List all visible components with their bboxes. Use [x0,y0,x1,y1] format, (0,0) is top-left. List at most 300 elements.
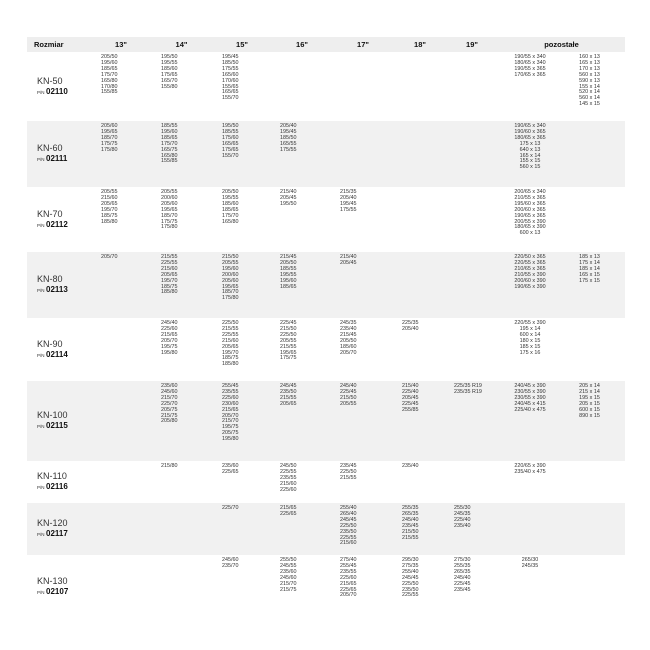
tire-size: 195/60 x 365 [514,200,546,207]
sizes-15 [212,252,272,318]
sizes-16 [272,503,332,555]
tire-size: 175/55 [340,206,357,213]
tire-size: 185/65 [222,206,239,213]
part-number-label: P/N [37,157,45,162]
tire-size: 180/65 x 390 [514,224,546,231]
tire-size: 210/55 x 390 [514,271,546,278]
part-number-label: P/N [37,288,45,293]
tire-size: 185/55 [222,128,239,135]
tire-size: 155 x 14 [579,83,600,90]
tire-size: 245/60 [222,557,239,563]
sizes-16 [272,252,332,318]
model-cell [27,555,91,619]
tire-size: 225/45 [454,580,471,587]
sizes-17 [332,461,394,503]
tire-size: 245/35 [454,510,471,517]
table-row [27,52,625,121]
tire-size: 245/45 [340,516,357,523]
model-cell [27,52,91,121]
tire-size: 235/50 [280,388,297,395]
sizes-16 [272,381,332,461]
sizes-13 [91,121,151,187]
tire-size: 205/65 [280,400,297,407]
part-number [37,529,91,540]
table-row [27,503,625,555]
part-number-label: P/N [37,532,45,537]
tire-size: 230/55 x 390 [514,388,546,395]
sizes-14 [151,555,212,619]
tire-size: 205/70 [101,254,118,260]
part-number-label: P/N [37,89,45,95]
sizes-14 [151,461,212,503]
tire-size: 235/45 [454,586,471,593]
tire-size: 205/65 [101,200,118,207]
tire-size: 255/30 [454,505,471,511]
sizes-19 [446,461,498,503]
tire-size: 205/60 [161,200,178,207]
tire-size: 225/65 [280,510,297,517]
tire-size: 225/40 [454,516,471,523]
part-number [37,350,91,361]
tire-size: 215/60 [222,337,239,344]
sizes-other-extra [562,503,625,555]
tire-size: 225/60 [280,486,297,493]
tire-size: 600 x 13 [519,230,541,237]
header-16: 16" [296,40,308,49]
header-19: 19" [466,40,478,49]
header-17: 17" [357,40,369,49]
model-name: KN-60 [37,143,63,153]
sizes-14 [151,187,212,252]
sizes-16 [272,555,332,619]
tire-chain-size-table [27,37,625,619]
tire-size: 195/55 [280,271,297,278]
part-number-value: 02107 [46,587,69,596]
tire-size: 200/60 x 365 [514,206,546,213]
tire-size: 205/50 [340,337,357,344]
tire-size: 225/60 [222,394,239,401]
model-cell [27,503,91,555]
part-number-label: P/N [37,424,45,429]
tire-size: 205/55 [280,337,297,344]
tire-size: 245/35 [521,562,539,569]
tire-size: 205/45 [280,194,297,201]
sizes-18 [394,318,446,381]
model-cell [27,318,91,381]
tire-size: 225/40 [402,388,419,395]
tire-size: 205/70 [340,592,357,599]
tire-size: 215/65 [280,505,297,511]
part-number-label: P/N [37,352,45,358]
sizes-17 [332,555,394,619]
sizes-16 [272,461,332,503]
tire-size: 185/65 [101,65,118,72]
tire-size: 205/55 [161,189,178,195]
tire-size: 225/50 [402,580,419,587]
tire-size: 235/55 [222,388,239,395]
tire-size: 185/75 [101,212,118,219]
tire-size: 560 x 13 [579,71,600,78]
tire-size: 165 x 15 [579,271,600,278]
tire-size: 205/65 [222,343,239,350]
tire-size: 185/60 [340,343,357,350]
table-row [27,187,625,252]
sizes-19 [446,503,498,555]
model-name: KN-70 [37,208,63,219]
tire-size: 520 x 14 [579,89,600,96]
sizes-17 [332,318,394,381]
tire-size: 185/75 [222,355,239,362]
tire-size: 175/75 [161,218,178,225]
tire-size: 195/50 [280,200,297,207]
sizes-15 [212,555,272,619]
tire-size: 225/45 [280,320,297,326]
tire-size: 230/60 [222,400,239,407]
tire-size: 245/50 [280,463,297,469]
tire-size: 185/75 [161,283,178,290]
tire-size: 275/40 [340,557,357,563]
tire-size: 200/60 [161,194,178,201]
sizes-18 [394,503,446,555]
sizes-18 [394,187,446,252]
tire-size: 190/55 x 365 [514,65,546,72]
tire-size: 255/40 [340,505,357,511]
tire-size: 220/65 x 390 [514,463,546,469]
tire-size: 195/65 [280,349,297,356]
tire-size: 185/50 [222,59,239,66]
tire-size: 195/75 [161,343,178,350]
tire-size: 225/35 R19 [454,383,482,389]
tire-size: 175 x 15 [579,277,600,284]
tire-size: 165/80 [101,77,118,84]
tire-size: 165 x 14 [519,152,541,159]
sizes-15 [212,52,272,121]
tire-size: 175 x 16 [519,349,541,356]
sizes-15 [212,121,272,187]
sizes-16 [272,121,332,187]
sizes-13 [91,555,151,619]
tire-size: 245/35 [340,320,357,326]
tire-size: 195/70 [222,349,239,356]
tire-size: 235/40 [402,463,419,469]
tire-size: 215/40 [402,383,419,389]
part-number-value: 02116 [46,482,68,491]
tire-size: 640 x 13 [519,146,541,153]
tire-size: 235/45 [340,463,357,469]
tire-size: 175/80 [161,224,178,231]
tire-size: 235/40 [454,522,471,529]
tire-size: 225/65 [222,468,239,475]
tire-size: 245/45 [280,383,297,389]
tire-size: 225/45 [340,388,357,395]
sizes-other [498,52,562,121]
tire-size: 155/70 [222,95,239,102]
tire-size: 235/35 R19 [454,388,482,395]
tire-size: 225/60 [161,325,178,332]
part-number-label: P/N [37,590,45,595]
sizes-14 [151,318,212,381]
header-13: 13" [115,40,127,49]
tire-size: 255/45 [340,562,357,569]
tire-size: 265/35 [454,568,471,575]
sizes-17 [332,121,394,187]
header-row [27,37,625,52]
tire-size: 185/65 [280,283,297,290]
tire-size: 185/70 [101,134,118,141]
tire-size: 245/40 [340,383,357,389]
tire-size: 205/45 [402,394,419,401]
tire-size: 255/50 [280,557,297,563]
tire-size: 155/85 [161,158,178,165]
part-number [37,154,91,165]
table-body [27,52,625,619]
sizes-15 [212,381,272,461]
tire-size: 185/60 [222,200,239,207]
sizes-other-extra [562,52,625,121]
sizes-19 [446,318,498,381]
tire-size: 165/55 [280,140,297,147]
tire-size: 205/50 [222,189,239,195]
tire-size: 195/75 [222,424,239,431]
tire-size: 195/55 [222,194,239,201]
table-row [27,461,625,503]
tire-size: 225/50 [340,468,357,475]
sizes-17 [332,503,394,555]
tire-size: 165/70 [161,77,178,84]
tire-size: 185 x 13 [579,254,600,260]
tire-size: 205 x 14 [579,383,600,389]
tire-size: 235/70 [222,562,239,569]
tire-size: 175/55 [222,65,239,72]
tire-size: 160 x 13 [579,54,600,60]
tire-size: 175/70 [101,71,118,78]
part-number-value: 02112 [46,219,68,229]
tire-size: 195/50 [161,54,178,60]
tire-size: 215/55 [161,254,178,260]
tire-size: 205/75 [222,430,239,437]
model-cell [27,121,91,187]
tire-size: 245/40 [402,516,419,523]
sizes-15 [212,187,272,252]
table-row [27,318,625,381]
tire-size: 215/75 [161,412,178,419]
tire-size: 215/70 [222,418,239,425]
tire-size: 215/45 [280,254,297,260]
model-name: KN-80 [37,274,63,284]
sizes-13 [91,461,151,503]
tire-size: 175/65 [222,146,239,153]
sizes-16 [272,187,332,252]
sizes-13 [91,318,151,381]
tire-size: 205/55 [222,259,239,266]
tire-size: 215/55 [340,474,357,481]
sizes-other-extra [562,187,625,252]
sizes-19 [446,187,498,252]
part-number [37,587,91,598]
tire-size: 205/45 [340,259,357,266]
sizes-other [498,252,562,318]
sizes-13 [91,52,151,121]
tire-size: 185/50 [280,134,297,141]
tire-size: 205/40 [402,325,419,332]
tire-size: 200/60 [222,271,239,278]
tire-size: 155 x 15 [519,158,541,165]
tire-size: 165/65 [222,89,239,96]
sizes-other [498,503,562,555]
tire-size: 175/55 [280,146,297,153]
tire-size: 205/50 [101,54,118,60]
tire-size: 185/80 [101,218,118,225]
tire-size: 225/50 [280,331,297,338]
table-row [27,381,625,461]
tire-size: 175/75 [280,355,297,362]
tire-size: 180 x 15 [519,337,541,344]
tire-size: 215/50 [280,325,297,332]
sizes-19 [446,52,498,121]
sizes-other-extra [562,121,625,187]
tire-size: 220/50 x 365 [514,254,546,260]
tire-size: 165/80 [161,152,178,159]
tire-size: 185/65 [161,134,178,141]
tire-size: 235/55 [280,474,297,481]
model-name: KN-130 [37,576,68,586]
sizes-18 [394,252,446,318]
tire-size: 235/45 [402,522,419,529]
sizes-18 [394,461,446,503]
part-number-label: P/N [37,485,45,490]
tire-size: 170/60 [222,77,239,84]
sizes-other-extra [562,318,625,381]
tire-size: 195/60 [222,265,239,272]
tire-size: 210/55 x 365 [514,194,546,201]
sizes-other-extra [562,555,625,619]
tire-size: 225/55 [402,592,419,599]
tire-size: 175 x 14 [579,259,600,266]
tire-size: 195/60 [280,277,297,284]
tire-size: 225/70 [222,505,239,511]
sizes-14 [151,381,212,461]
tire-size: 225/50 [222,320,239,326]
tire-size: 205/50 [280,259,297,266]
sizes-14 [151,503,212,555]
tire-size: 175/75 [101,140,118,147]
tire-size: 185/80 [222,361,239,368]
tire-size: 185/70 [222,289,239,296]
tire-size: 600 x 15 [579,406,600,413]
tire-size: 195/45 [280,128,297,135]
tire-size: 215/50 [402,528,419,535]
model-name: KN-100 [37,410,68,420]
tire-size: 145 x 15 [579,101,600,108]
tire-size: 215/65 [340,580,357,587]
tire-size: 180/65 x 365 [514,134,546,141]
tire-size: 195 x 14 [519,325,541,332]
part-number [37,482,91,493]
table-row [27,555,625,619]
tire-size: 190/60 x 365 [514,128,546,135]
tire-size: 185/55 [280,265,297,272]
sizes-17 [332,381,394,461]
sizes-16 [272,318,332,381]
tire-size: 155/65 [222,83,239,90]
tire-size: 560 x 15 [519,164,541,171]
model-name: KN-110 [37,471,67,481]
tire-size: 215/35 [340,189,357,195]
tire-size: 165/75 [161,146,178,153]
tire-size: 175 x 13 [519,140,541,147]
tire-size: 295/30 [402,557,419,563]
part-number [37,220,91,231]
tire-size: 255/45 [222,383,239,389]
tire-size: 235/40 x 475 [514,468,546,475]
tire-size: 185 x 15 [519,343,541,350]
tire-size: 215/70 [161,394,178,401]
model-name: KN-50 [37,75,63,86]
tire-size: 235/40 [340,325,357,332]
tire-size: 225/35 [402,320,419,326]
model-name: KN-120 [37,518,68,528]
tire-size: 185 x 14 [579,265,600,272]
tire-size: 205/70 [161,337,178,344]
tire-size: 205/70 [222,412,239,419]
header-14: 14" [175,40,188,49]
tire-size: 590 x 13 [579,77,600,84]
tire-size: 155/70 [222,152,239,159]
tire-size: 205/65 [161,271,178,278]
tire-size: 215/50 [222,254,239,260]
tire-size: 175/70 [222,212,239,219]
sizes-other [498,461,562,503]
part-number-value: 02114 [46,349,68,359]
part-number-value: 02117 [46,529,68,538]
tire-size: 195/70 [161,277,178,284]
tire-size: 215/55 [280,343,297,350]
tire-size: 225/50 [340,522,357,529]
tire-size: 190/55 x 340 [514,54,546,60]
tire-size: 195/80 [161,349,178,356]
sizes-19 [446,381,498,461]
tire-size: 205/80 [161,418,178,425]
tire-size: 255/40 [402,568,419,575]
tire-size: 560 x 14 [579,95,600,102]
sizes-19 [446,252,498,318]
part-number-value: 02115 [46,421,68,430]
tire-size: 235/55 [340,568,357,575]
tire-size: 175/70 [161,140,178,147]
tire-size: 195/55 [161,59,178,66]
sizes-19 [446,555,498,619]
header-15: 15" [236,40,248,49]
part-number-label: P/N [37,222,45,228]
tire-size: 215/65 [161,331,178,338]
tire-size: 205 x 15 [579,400,600,407]
tire-size: 175/80 [101,146,118,153]
tire-size: 215/50 [340,394,357,401]
tire-size: 225/45 [402,400,419,407]
tire-size: 215/70 [280,580,297,587]
tire-size: 205/40 [340,194,357,201]
sizes-17 [332,252,394,318]
tire-size: 245/45 [402,574,419,581]
tire-size: 195/45 [222,54,239,60]
sizes-18 [394,381,446,461]
tire-size: 190/65 x 390 [514,283,546,290]
tire-size: 200/60 x 390 [514,277,546,284]
sizes-other [498,555,562,619]
part-number-value: 02111 [46,154,68,163]
tire-size: 245/40 [161,320,178,326]
tire-size: 170 x 13 [579,65,600,72]
